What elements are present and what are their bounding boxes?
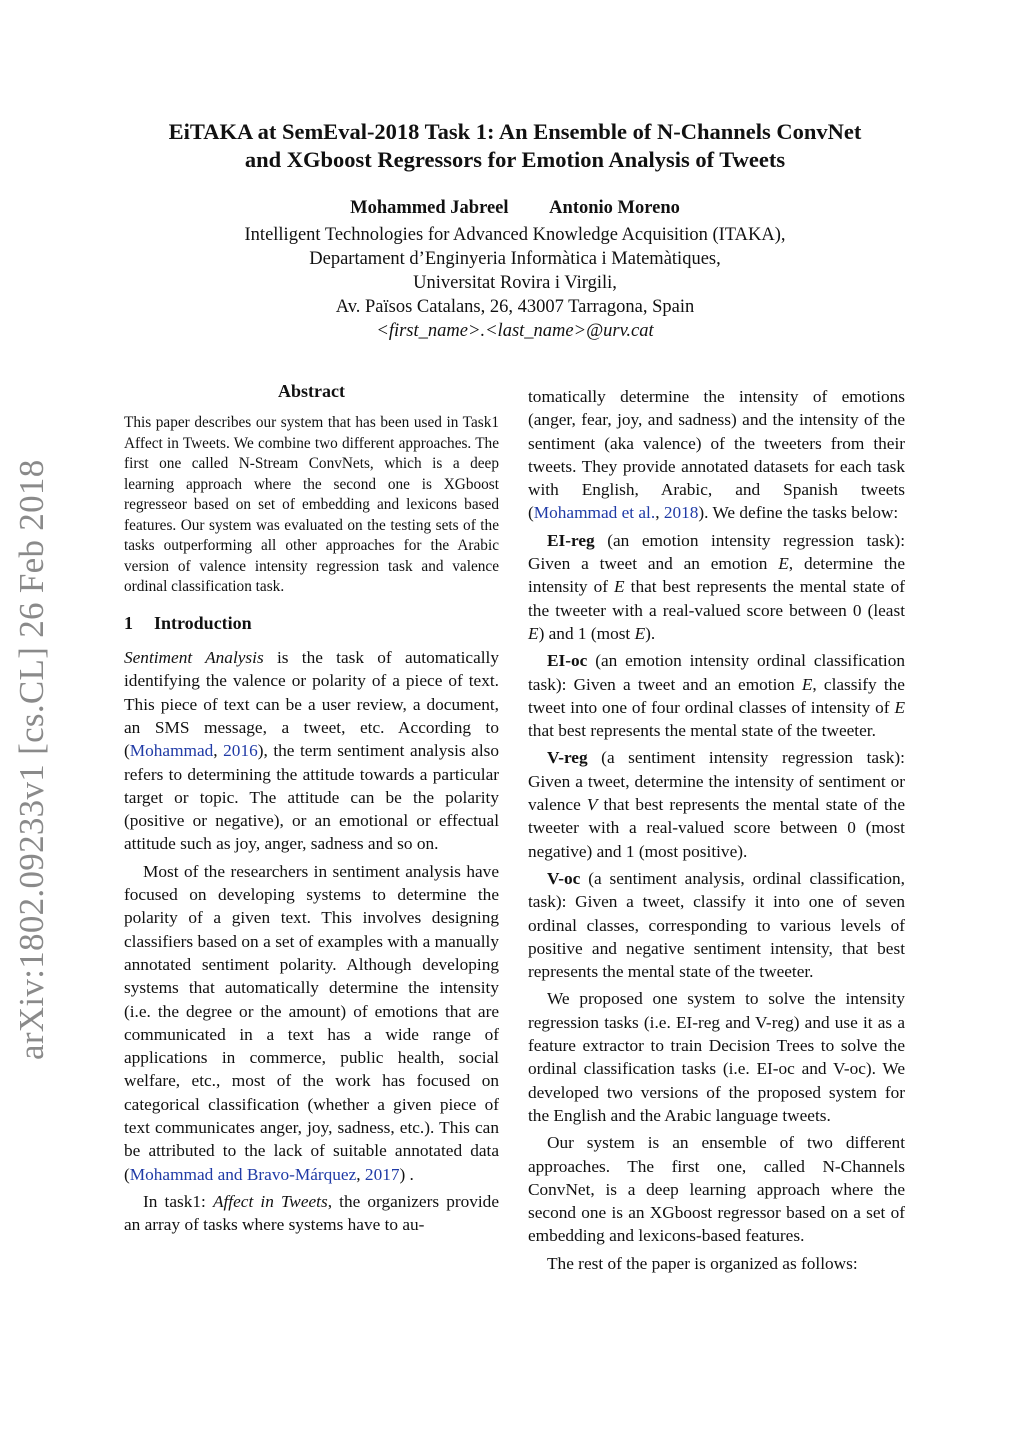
- author-list: [110, 198, 920, 219]
- task-definition-ei-oc: EI-oc (an emotion intensity ordinal classification task): Given a tweet and an emotion E, classify the tweet into one of four ordinal classes of intensity of E that best represents the mental state of the tweeter.: [528, 651, 905, 741]
- citation-link[interactable]: Mohammad and Bravo-Márquez: [129, 1164, 357, 1184]
- author-name: Antonio Moreno: [549, 198, 680, 218]
- intro-paragraph: Sentiment Analysis is the task of automatically identifying the valence or polarity of a piece of text. This piece of text can be a user review, a document, an SMS message, a tweet, etc. According to (Mohammad, 2016), the term sentiment analysis also refers to determining the attitude towards a particular target or topic. The attitude can be the polarity (positive or negative), or an emotional or effectual attitude such as joy, anger, sadness and so on.: [124, 648, 500, 854]
- citation-link[interactable]: Mohammad: [129, 741, 214, 761]
- body-paragraph: The rest of the paper is organized as follows:: [547, 1253, 858, 1273]
- title-line-2: and XGboost Regressors for Emotion Analysis of Tweets: [244, 147, 786, 172]
- intro-paragraph: In task1: Affect in Tweets, the organizers provide an array of tasks where systems have to au-: [124, 1191, 499, 1235]
- paper-title: [110, 118, 920, 174]
- citation-year-link[interactable]: 2016: [223, 741, 258, 761]
- arxiv-identifier: arXiv:1802.09233v1 [cs.CL] 26 Feb 2018: [12, 459, 51, 1060]
- intro-paragraph: Most of the researchers in sentiment analysis have focused on developing systems to determine the polarity of a given text. This involves designing classifiers based on a set of examples with a manually annotated sentiment polarity. Although developing systems that automatically determine the intensity (i.e. the degree or the amount) of emotions that are communicated in a text has a wide range of applications in commerce, public health, social welfare, etc., most of the work has focused on categorical classification (whether a given piece of text communicates anger, joy, sadness, etc.). This can be attributed to the lack of suitable annotated data (Mohammad and Bravo-Márquez, 2017) .: [124, 861, 499, 1184]
- section-title: Introduction: [154, 612, 252, 633]
- author-name: Mohammed Jabreel: [350, 198, 509, 218]
- citation-year-link[interactable]: 2018: [663, 503, 699, 523]
- emphasized-term: Sentiment Analysis: [124, 648, 264, 668]
- right-column: [528, 385, 905, 1275]
- affiliation-line: Intelligent Technologies for Advanced Knowledge Acquisition (ITAKA),: [244, 225, 786, 245]
- title-line-1: EiTAKA at SemEval-2018 Task 1: An Ensemble of N-Channels ConvNet: [168, 119, 862, 144]
- task-label: EI-reg: [547, 530, 595, 550]
- task-label: V-oc: [547, 868, 581, 888]
- body-paragraph: We proposed one system to solve the intensity regression tasks (i.e. EI-reg and V-reg) and use it as a feature extractor to train Decision Trees to solve the ordinal classification tasks (i.e. EI-oc and V-oc). We developed two versions of the proposed system for the English and the Arabic language tweets.: [528, 989, 905, 1125]
- left-column: [124, 380, 499, 1237]
- section-heading: [124, 612, 499, 635]
- abstract-heading: Abstract: [278, 381, 345, 401]
- body-paragraph: Our system is an ensemble of two different approaches. The first one, called N-Channels ConvNet, is a deep learning approach where the second one is an XGboost regressor based on a set of embedding and lexicons-based features.: [528, 1133, 905, 1246]
- affiliation-line: Av. Països Catalans, 26, 43007 Tarragona, Spain: [335, 297, 695, 317]
- affiliation-line: Universitat Rovira i Virgili,: [413, 273, 617, 293]
- affiliation-block: [110, 223, 920, 343]
- task-label: V-reg: [547, 748, 588, 768]
- emphasized-term: Affect in Tweets: [212, 1191, 328, 1211]
- abstract-text: This paper describes our system that has been used in Task1 Affect in Tweets. We combine two different approaches. The first one called N-Stream ConvNets, which is a deep learning approach where the second one is XGboost regresseor based on set of embedding and lexicons based features. Our system was evaluated on the testing sets of the tasks outperforming all other approaches for the Arabic version of valence intensity regression task and valence ordinal classification task.: [124, 414, 499, 596]
- task-definition-v-oc: V-oc (a sentiment analysis, ordinal classification, task): Given a tweet, classify it into one of seven ordinal classes, corresponding to various levels of positive and negative sentiment intensity, that best represents the mental state of the tweeter.: [528, 868, 905, 982]
- section-number: 1: [124, 612, 133, 633]
- body-paragraph: tomatically determine the intensity of emotions (anger, fear, joy, and sadness) and the intensity of the sentiment (aka valence) of the tweeters from their tweets. They provide annotated datasets for each task with English, Arabic, and Spanish tweets (Mohammad et al., 2018). We define the tasks below:: [528, 387, 905, 523]
- task-definition-ei-reg: EI-reg (an emotion intensity regression task): Given a tweet and an emotion E, determine the intensity of E that best represents the mental state of the tweeter with a real-valued score between 0 (least E) and 1 (most E).: [528, 530, 905, 643]
- task-definition-v-reg: V-reg (a sentiment intensity regression task): Given a tweet, determine the intensity of sentiment or valence V that best represents the mental state of the tweeter with a real-valued score between 0 (most negative) and 1 (most positive).: [528, 748, 905, 861]
- citation-year-link[interactable]: 2017: [364, 1164, 400, 1184]
- task-label: EI-oc: [547, 651, 588, 671]
- affiliation-line: Departament d’Enginyeria Informàtica i Matemàtiques,: [309, 249, 721, 269]
- citation-link[interactable]: Mohammad et al.: [533, 503, 656, 523]
- email-address: <first_name>.<last_name>@urv.cat: [376, 321, 654, 341]
